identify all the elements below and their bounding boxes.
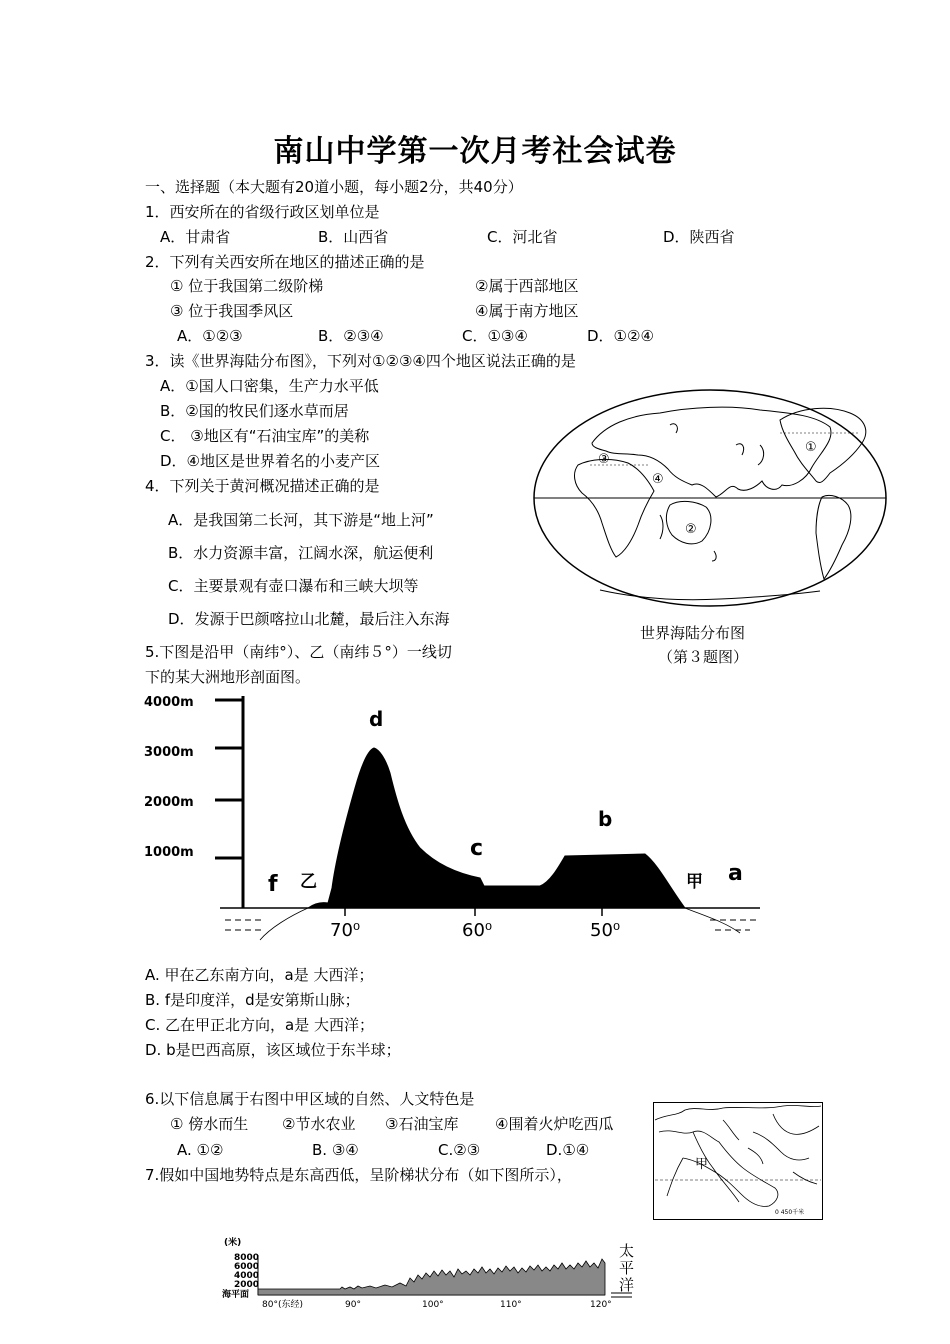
china-terrain-figure [220,1233,660,1344]
question-6-item-2: ②节水农业 [282,1115,356,1133]
profile-y-tick-1000: 1000m [144,845,194,860]
question-4-option-a: A．是我国第二长河，其下游是“地上河” [168,511,434,529]
question-5-option-a: A. 甲在乙东南方向，a是 大西洋； [145,966,374,984]
question-4-option-c: C．主要景观有壶口瀑布和三峡大坝等 [168,577,419,595]
terrain-silhouette [258,1259,605,1295]
profile-x-tick-60: 60⁰ [462,920,493,941]
terrain-x-tick-110: 110° [500,1300,522,1310]
section-heading: 一、选择题（本大题有20道小题，每小题2分，共40分） [145,178,523,196]
terrain-x-tick-90: 90° [345,1300,361,1310]
question-3-option-d: D．④地区是世界着名的小麦产区 [160,452,380,470]
terrain-profile-figure [140,688,765,948]
question-2-stem: 2．下列有关西安所在地区的描述正确的是 [145,253,425,271]
question-4-option-b: B．水力资源丰富，江阔水深，航运便利 [168,544,434,562]
question-6-item-4: ④围着火炉吃西瓜 [495,1115,614,1133]
region-map-figure [653,1102,823,1220]
question-1-stem: 1．西安所在的省级行政区划单位是 [145,203,380,221]
question-1-option-a: A．甘肃省 [160,228,231,246]
terrain-sea-level: 海平面 [222,1290,250,1300]
question-2-option-b: B．②③④ [318,327,384,345]
question-3-option-c: C． ③地区有“石油宝库”的美称 [160,427,370,445]
question-1-option-b: B．山西省 [318,228,389,246]
page-title: 南山中学第一次月考社会试卷 [273,134,677,169]
map-marker-4: ④ [652,472,664,487]
terrain-unit: (米) [224,1238,242,1248]
profile-x-tick-50: 50⁰ [590,920,621,941]
terrain-y-tick-2000: 2000 [234,1280,260,1290]
profile-label-yi: 乙 [300,872,317,892]
question-2-item-3: ③ 位于我国季风区 [170,302,294,320]
profile-label-jia: 甲 [686,872,703,892]
question-6-item-3: ③石油宝库 [385,1115,459,1133]
terrain-x-tick-120: 120° [590,1300,612,1310]
question-2-option-a: A．①②③ [177,327,243,345]
question-1-option-c: C．河北省 [487,228,558,246]
question-2-item-1: ① 位于我国第二级阶梯 [170,277,324,295]
question-5-stem-line-1: 5.下图是沿甲（南纬°）、乙（南纬５°）一线切 [145,643,452,661]
terrain-y-tick-8000: 8000 [234,1253,260,1263]
question-2-option-c: C．①③④ [462,327,528,345]
terrain-ocean-label-1: 太 [619,1242,635,1260]
landmass-silhouette [308,748,685,908]
profile-y-tick-4000: 4000m [144,695,194,710]
question-3-option-a: A．①国人口密集，生产力水平低 [160,377,379,395]
question-4-stem: 4．下列关于黄河概况描述正确的是 [145,477,380,495]
profile-y-tick-2000: 2000m [144,795,194,810]
terrain-ocean-label-3: 洋 [619,1276,635,1294]
question-3-stem: 3．读《世界海陆分布图》，下列对①②③④四个地区说法正确的是 [145,352,576,370]
question-7-stem: 7.假如中国地势特点是东高西低，呈阶梯状分布（如下图所示）， [145,1166,572,1184]
map-marker-2: ② [685,522,697,537]
terrain-ocean-label-2: 平 [619,1259,635,1277]
terrain-x-tick-80: 80°(东经) [262,1300,303,1310]
terrain-y-tick-6000: 6000 [234,1262,260,1272]
profile-y-tick-3000: 3000m [144,745,194,760]
profile-label-b: b [598,807,613,831]
question-6-option-c: C.②③ [438,1141,481,1159]
profile-label-d: d [369,707,384,731]
region-map-scale: 0 450千米 [775,1209,805,1216]
question-5-option-b: B. f是印度洋，d是安第斯山脉； [145,991,360,1009]
question-6-item-1: ① 傍水而生 [170,1115,249,1133]
profile-label-a: a [728,861,743,886]
question-6-option-d: D.①④ [546,1141,590,1159]
question-2-item-4: ④属于南方地区 [475,302,579,320]
terrain-x-tick-100: 100° [422,1300,444,1310]
question-5-stem-line-2: 下的某大洲地形剖面图。 [145,668,311,686]
profile-x-tick-70: 70⁰ [330,920,361,941]
question-2-item-2: ②属于西部地区 [475,277,579,295]
question-5-option-c: C. 乙在甲正北方向，a是 大西洋； [145,1016,374,1034]
region-map-label-jia: 甲 [695,1157,709,1172]
question-3-option-b: B．②国的牧民们逐水草而居 [160,402,349,420]
map-caption: 世界海陆分布图 [640,624,746,642]
question-2-option-d: D．①②④ [587,327,654,345]
map-subcaption: （第３题图） [658,648,749,666]
question-6-option-b: B. ③④ [312,1141,359,1159]
map-marker-3: ③ [598,452,610,467]
terrain-y-tick-4000: 4000 [234,1271,260,1281]
map-marker-1: ① [805,440,817,455]
world-map-figure [530,385,890,610]
question-6-stem: 6.以下信息属于右图中甲区域的自然、人文特色是 [145,1090,475,1108]
question-4-option-d: D．发源于巴颜喀拉山北麓，最后注入东海 [168,610,450,628]
question-5-option-d: D. b是巴西高原，该区域位于东半球； [145,1041,401,1059]
profile-label-c: c [470,836,484,861]
question-6-option-a: A. ①② [177,1141,224,1159]
question-1-option-d: D．陕西省 [663,228,735,246]
profile-label-f: f [268,872,278,897]
